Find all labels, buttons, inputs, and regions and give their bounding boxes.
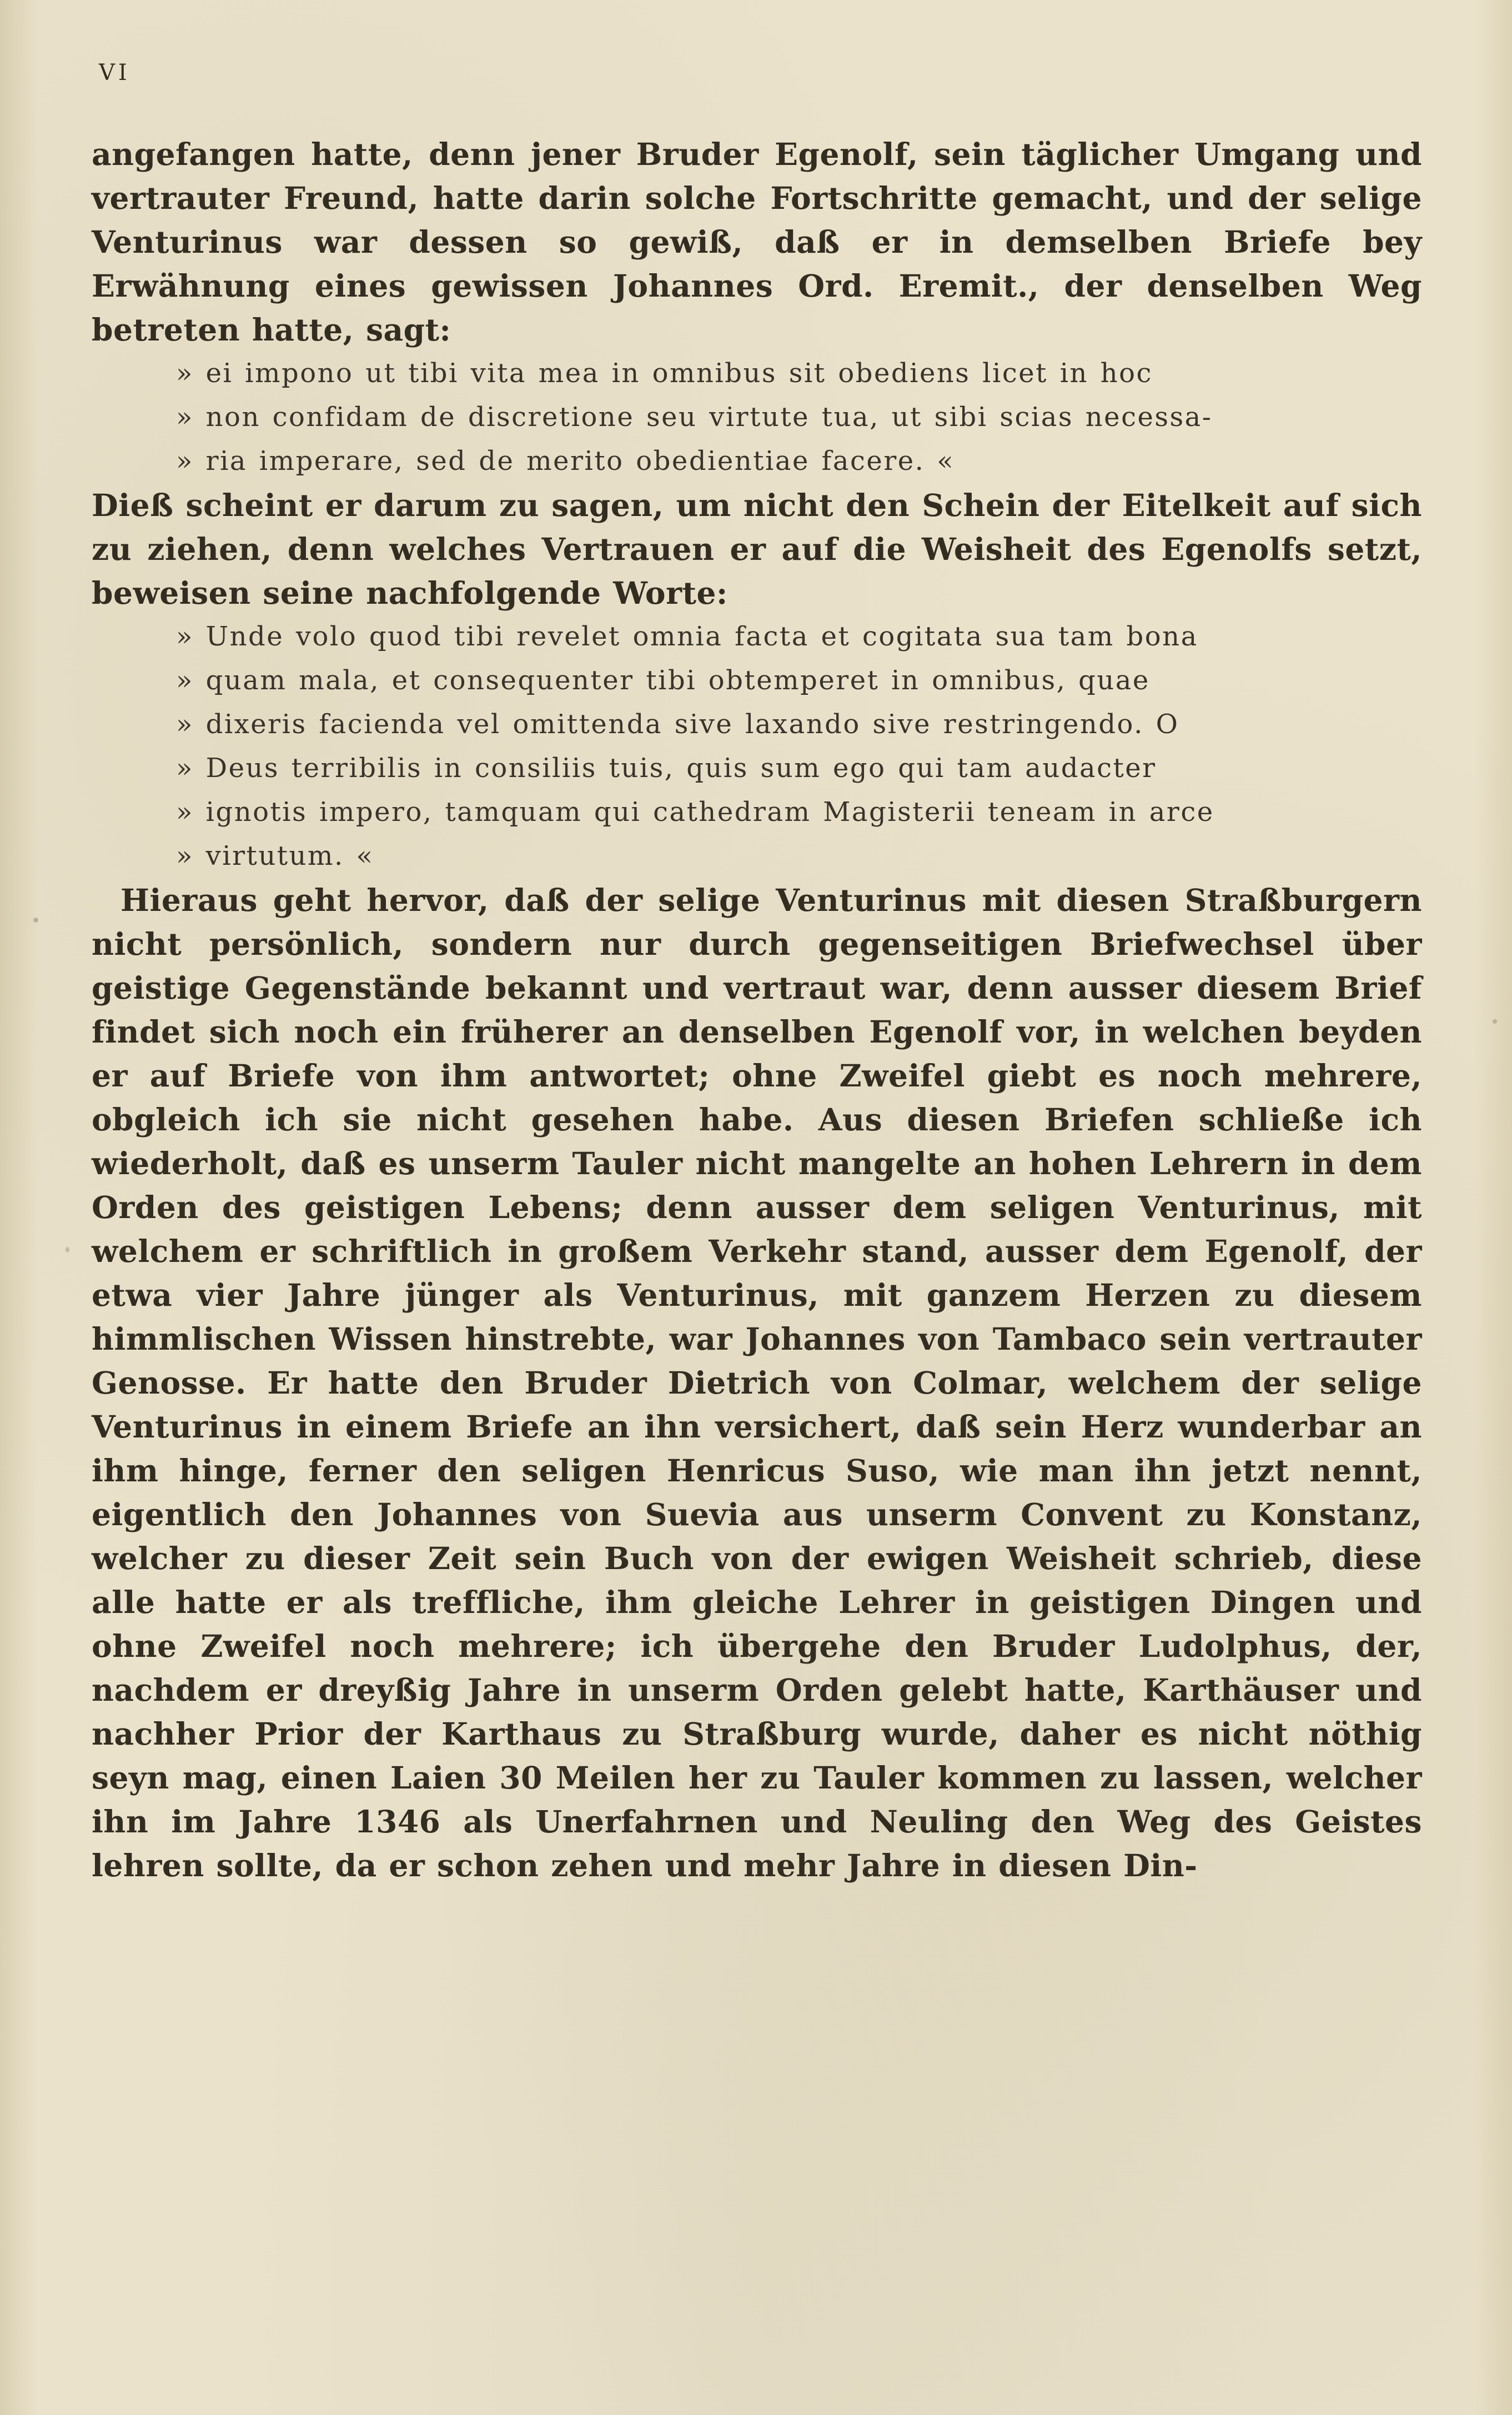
page-number: VI (99, 60, 130, 86)
quote-line: » non confidam de discretione seu virtute tua, ut sibi scias necessa- (176, 402, 1213, 433)
quote-line: » ria imperare, sed de merito obedientiae facere. « (176, 445, 955, 477)
paragraph-3: Hieraus geht hervor, daß der selige Venturinus mit diesen Straßburgern nicht persönlich, sondern nur durch gegenseitigen Briefwechsel über geistige Gegenstände bekannt und vertraut war, denn ausser diesem Brief findet sich noch ein früherer an denselben Egenolf vor, in welchen beyden er auf Briefe von ihm antwortet; ohne Zweifel giebt es noch mehrere, obgleich ich sie nicht gesehen habe. Aus diesen Briefen schließe ich wiederholt, daß es unserm Tauler nicht mangelte an hohen Lehrern in dem Orden des geistigen Lebens; denn ausser dem seligen Venturinus, mit welchem er schriftlich in großem Verkehr stand, ausser dem Egenolf, der etwa vier Jahre jünger als Venturinus, mit ganzem Herzen zu diesem himmlischen Wissen hinstrebte, war Johannes von Tambaco sein vertrauter Genosse. Er hatte den Bruder Dietrich von Colmar, welchem der selige Venturinus in einem Briefe an ihn versichert, daß sein Herz wunderbar an ihm hinge, ferner den seligen Henricus Suso, wie man ihn jetzt nennt, eigentlich den Johannes von Suevia aus unserm Convent zu Konstanz, welcher zu dieser Zeit sein Buch von der ewigen Weisheit schrieb, diese alle hatte er als treffliche, ihm gleiche Lehrer in geistigen Dingen und ohne Zweifel noch mehrere; ich übergehe den Bruder Ludolphus, der, nachdem er dreyßig Jahre in unserm Orden gelebt hatte, Karthäuser und nachher Prior der Karthaus zu Straßburg wurde, daher es nicht nöthig seyn mag, einen Laien 30 Meilen her zu Tauler kommen zu lassen, welcher ihn im Jahre 1346 als Unerfahrnen und Neuling den Weg des Geistes lehren sollte, da er schon zehen und mehr Jahre in diesen Din- (92, 882, 1422, 1883)
text-block (92, 132, 1422, 1887)
paper-speck (66, 1247, 69, 1252)
quote-line: » virtutum. « (176, 840, 374, 871)
latin-quote-1 (92, 352, 1422, 483)
quote-line: » Deus terribilis in consiliis tuis, quis sum ego qui tam audacter (176, 753, 1157, 784)
quote-line: » Unde volo quod tibi revelet omnia facta et cogitata sua tam bona (176, 621, 1198, 652)
paper-speck (33, 918, 38, 923)
quote-line: » ei impono ut tibi vita mea in omnibus sit obediens licet in hoc (176, 358, 1153, 389)
paper-speck (1493, 1019, 1497, 1024)
paragraph-continuation: angefangen hatte, denn jener Bruder Egenolf, sein täglicher Umgang und vertrauter Freund, hatte darin solche Fortschritte gemacht, und der selige Venturinus war dessen so gewiß, daß er in demselben Briefe bey Erwähnung eines gewissen Johannes Ord. Eremit., der denselben Weg betreten hatte, sagt: (92, 136, 1422, 348)
paragraph-2: Dieß scheint er darum zu sagen, um nicht den Schein der Eitelkeit auf sich zu ziehen, denn welches Vertrauen er auf die Weisheit des Egenolfs setzt, beweisen seine nachfolgende Worte: (92, 487, 1422, 611)
quote-line: » dixeris facienda vel omittenda sive laxando sive restringendo. O (176, 709, 1179, 740)
quote-line: » ignotis impero, tamquam qui cathedram Magisterii teneam in arce (176, 796, 1214, 828)
quote-line: » quam mala, et consequenter tibi obtemperet in omnibus, quae (176, 665, 1150, 696)
latin-quote-2 (92, 615, 1422, 878)
